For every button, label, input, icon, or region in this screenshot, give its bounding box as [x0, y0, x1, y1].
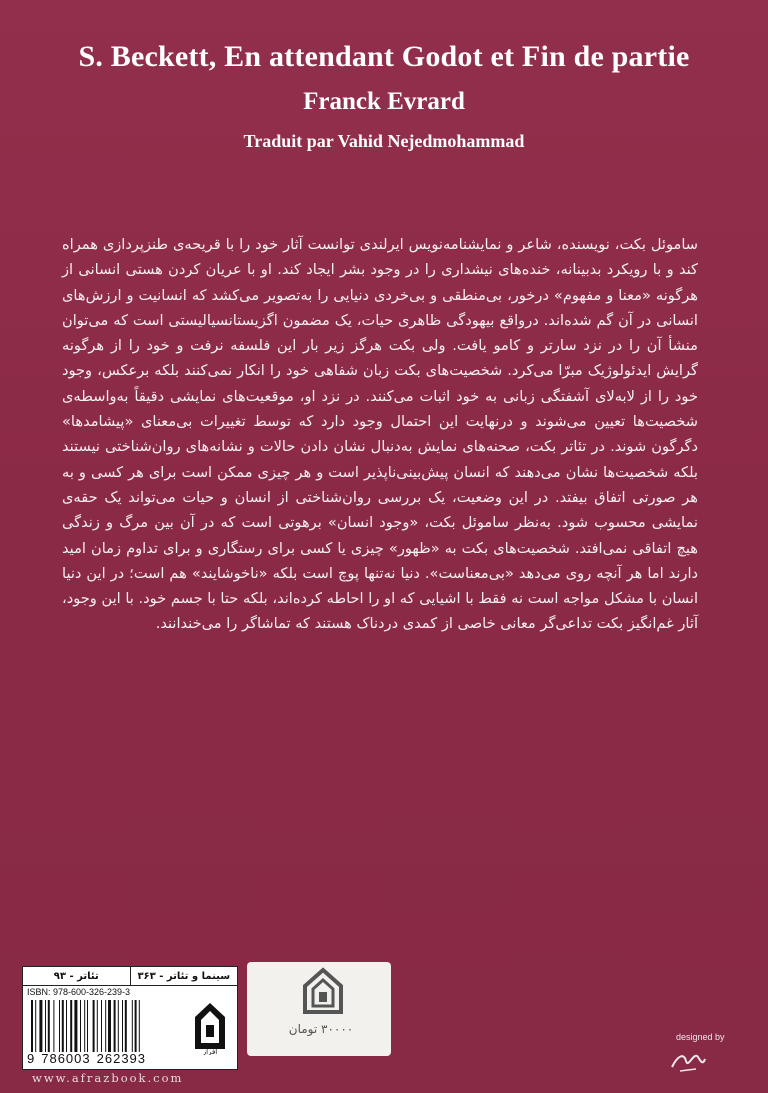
- series-header: [23, 967, 237, 986]
- barcode-digits: [27, 1051, 189, 1066]
- barcode-digits-last: 262393: [96, 1051, 147, 1066]
- afraz-logo-icon: [297, 966, 349, 1018]
- barcode-digit-first: 9: [27, 1051, 36, 1066]
- barcode-bars: [29, 1000, 185, 1052]
- translator-credit: Traduit par Vahid Nejedmohammad: [243, 131, 525, 151]
- author-name: Franck Evrard: [303, 88, 465, 115]
- series-label: سینما و تئاتر - ۳۶۳: [130, 967, 238, 985]
- barcode-digits-mid: 786003: [41, 1051, 91, 1066]
- price-sticker: [247, 962, 391, 1056]
- publisher-website: www.afrazbook.com: [32, 1071, 184, 1085]
- barcode-panel: [22, 966, 238, 1070]
- afraz-logo-icon: [189, 999, 231, 1055]
- designed-by-label: designed by: [676, 1032, 725, 1042]
- isbn-text: ISBN: 978-600-326-239-3: [27, 987, 131, 997]
- price-text: ۳۰۰۰۰ تومان: [288, 1022, 354, 1036]
- svg-text:افراز: افراز: [202, 1048, 218, 1055]
- designer-signature-icon: [668, 1045, 708, 1075]
- theatre-label: تئاتر - ۹۳: [53, 970, 99, 982]
- book-title: S. Beckett, En attendant Godot et Fin de partie: [78, 40, 690, 73]
- blurb-text: ساموئل بکت، نویسنده، شاعر و نمایشنامه‌نویس ایرلندی توانست آثار خود را با قریحه‌ی طنزپردازی همراه کند و با رویکرد بدبینانه، خنده‌های نیشداری را در وجود بشر ایجاد کند. او با عریان کردن هستی انسانی از هرگونه «معنا و مفهوم» درخور، بی‌منطقی و بی‌خردی دنیایی را به‌تصویر می‌کشد که انسانیت و ارزش‌های انسانی در آن گم شده‌اند. درواقع بیهودگی ظاهری حیات، یک مضمون اگزیستانسیالیستی است که می‌توان منشأ آن را در نزد سارتر و کامو یافت. ولی بکت هرگز زیر بار این فلسفه نرفت و خود را از هرگونه گرایش ایدئولوژیک مبرّا می‌کرد. شخصیت‌های بکت زبان شفاهی خود را انکار نمی‌کنند بلکه برعکس، وجود خود را از لابه‌لای آشفتگی زبانی به خود اثبات می‌کنند. در نزد او، موقعیت‌های نمایشی دقیقاً به‌واسطه‌ی شخصیت‌ها تعیین می‌شوند و درنهایت این احتمال وجود دارد که توسط تغییرات بی‌معنای «پیشامدها» دگرگون شوند. در تئاتر بکت، صحنه‌های نمایش به‌دنبال نشان دادن حالات و نشانه‌های روان‌شناختی نیستند بلکه شخصیت‌ها نشان می‌دهند که انسان پیش‌بینی‌ناپذیر است و هر چیزی ممکن است برای هر کسی و به هر صورتی اتفاق بیفتد. در این وضعیت، یک بررسی روان‌شناختی از انسان و حیات می‌تواند یک حقه‌ی نمایشی محسوب شود. به‌نظر ساموئل بکت، «وجود انسان» برهوتی است که در آن بین مرگ و زندگی هیچ اتفاقی نمی‌افتد. شخصیت‌های بکت به «ظهور» چیزی یا کسی برای رستگاری و برای تداوم زمان امید دارند اما هر آنچه روی می‌دهد «بی‌معناست». دنیا نه‌تنها پوچ است بلکه «ناخوشایند» هم است؛ در این دنیا انسان با مشکل مواجه است نه فقط با اشیایی که او را احاطه کرده‌اند، بلکه حتا با جسم خود. با این وجود، آثار غم‌انگیز بکت تداعی‌گر معانی خاصی از کمدی دردناک هستند که تماشاگر را می‌خندانند.: [62, 236, 698, 633]
